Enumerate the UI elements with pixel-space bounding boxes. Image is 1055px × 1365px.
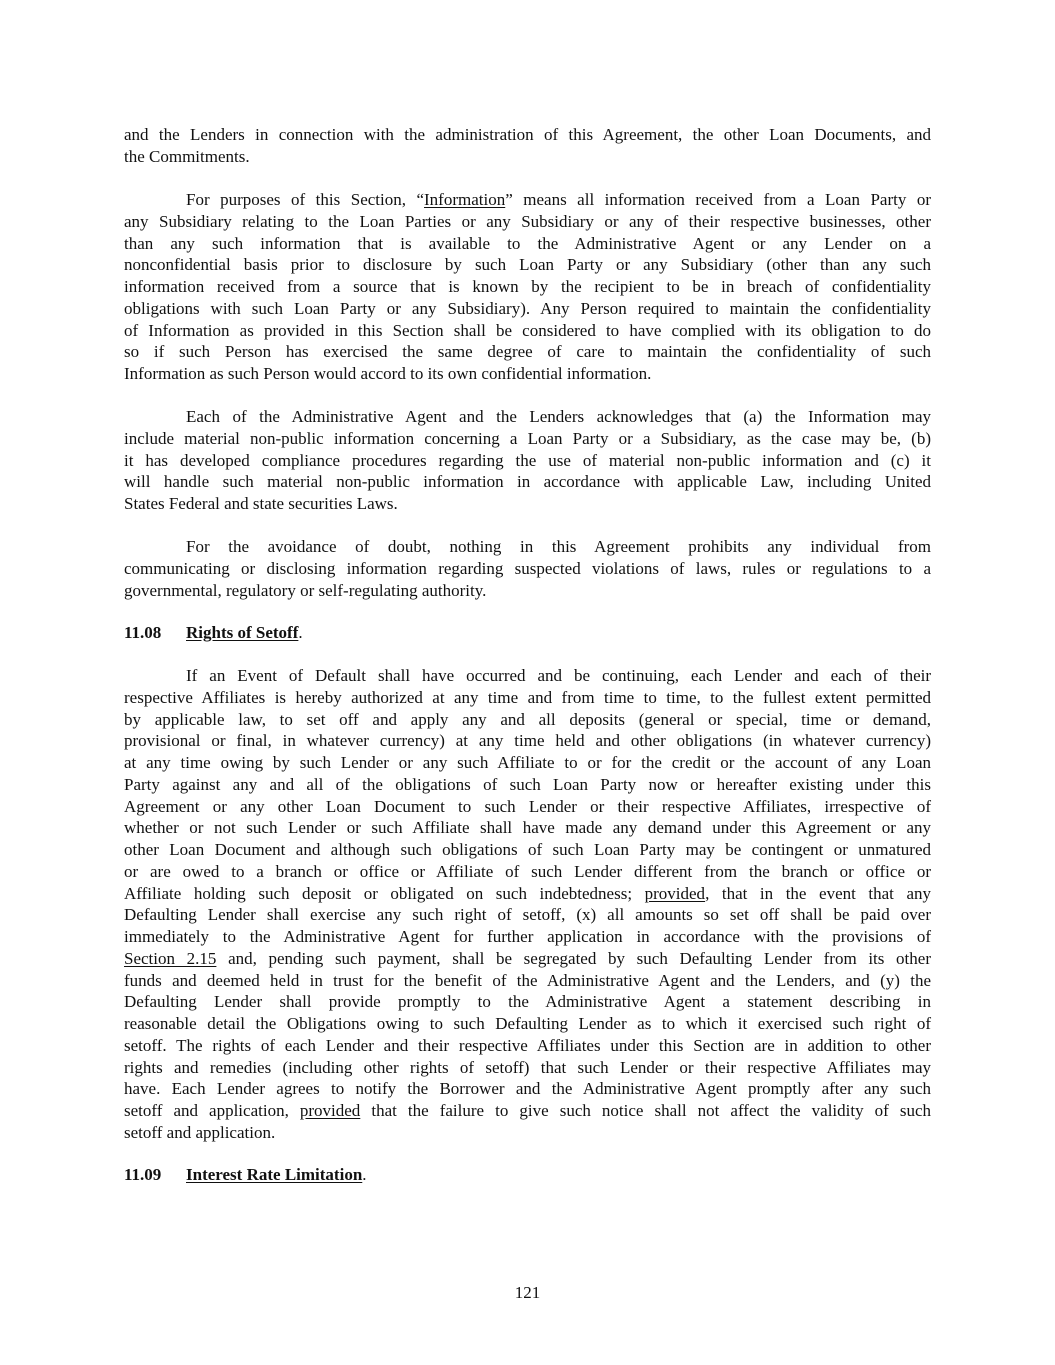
paragraph-acknowledgement (124, 406, 931, 515)
text-line: any Subsidiary relating to the Loan Parties or any Subsidiary or any of their respective businesses, other (124, 211, 931, 231)
paragraph-information-definition (124, 189, 931, 385)
text-line: by applicable law, to set off and apply any and all deposits (general or special, time or demand, (124, 709, 931, 729)
text-run: and, pending such payment, shall be segregated by such Defaulting Lender from its other (216, 948, 931, 968)
text-line: provisional or final, in whatever currency) at any time held and other obligations (in whatever currency) (124, 731, 931, 751)
section-number: 11.08 (124, 623, 162, 642)
text-run: ” means all information received from a Loan Party or (505, 190, 931, 209)
text-run: that the failure to give such notice shall not affect the validity of such (360, 1101, 931, 1120)
section-heading-11-09 (124, 1164, 931, 1186)
text-run: Affiliate holding such deposit or obligated on such indebtedness; (124, 883, 645, 903)
paragraph-continuation (124, 124, 931, 168)
text-line: will handle such material non-public information in accordance with applicable Law, including United (124, 472, 931, 492)
text-line: funds and deemed held in trust for the benefit of the Administrative Agent and the Lenders, and (y) the (124, 970, 931, 990)
text-line: have. Each Lender agrees to notify the Borrower and the Administrative Agent promptly after any such (124, 1079, 931, 1099)
text-line: rights and remedies (including other rights of setoff) that such Lender or their respective Affiliates may (124, 1057, 931, 1077)
text-line: or are owed to a branch or office or Affiliate of such Lender different from the branch or office or (124, 861, 931, 881)
section-reference: Section 2.15 (124, 948, 217, 968)
section-heading-11-08 (124, 622, 931, 644)
text-line: of Information as provided in this Section shall be considered to have complied with its obligation to do (124, 320, 931, 340)
page-number: 121 (514, 1283, 541, 1302)
text-line: it has developed compliance procedures regarding the use of material non-public information and (c) it (124, 450, 931, 470)
text-line: Agreement or any other Loan Document to such Lender or their respective Affiliates, irrespective of (124, 796, 931, 816)
text-run: setoff and application, (124, 1101, 300, 1120)
text-line: States Federal and state securities Laws. (124, 494, 398, 513)
text-line: Defaulting Lender shall provide promptly to the Administrative Agent a statement describing in (124, 992, 931, 1012)
text-line: so if such Person has exercised the same degree of care to maintain the confidentiality of such (124, 342, 931, 362)
text-line: respective Affiliates is hereby authorized at any time and from time to time, to the fullest extent permitted (124, 687, 931, 707)
text-line: include material non-public information concerning a Loan Party or a Subsidiary, as the case may be, (b) (124, 428, 931, 448)
text-line: nonconfidential basis prior to disclosure by such Loan Party or any Subsidiary (other than any such (124, 255, 931, 275)
section-title-punctuation: . (298, 623, 303, 642)
text-line: the Commitments. (124, 146, 250, 166)
text-line: other Loan Document and although such obligations of such Loan Party may be contingent or unmatured (124, 840, 931, 859)
paragraph-avoidance-of-doubt (124, 536, 931, 601)
text-line (124, 883, 931, 905)
text-line: Information as such Person would accord to its own confidential information. (124, 364, 652, 383)
text-line: Each of the Administrative Agent and the Lenders acknowledges that (a) the Information may (186, 407, 931, 426)
text-line: at any time owing by such Lender or any such Affiliate to or for the credit or the account of any Loan (124, 753, 931, 772)
text-line (124, 1100, 931, 1122)
text-line: and the Lenders in connection with the administration of this Agreement, the other Loan Documents, and (124, 125, 931, 144)
text-line (124, 948, 931, 970)
text-line: information received from a source that is known by the recipient to be in breach of confidentiality (124, 277, 931, 296)
section-title-punctuation: . (362, 1165, 367, 1184)
text-line: obligations with such Loan Party or any Subsidiary). Any Person required to maintain the confidentiality (124, 298, 931, 318)
text-run: For purposes of this Section, “ (186, 190, 425, 209)
text-line: reasonable detail the Obligations owing to such Defaulting Lender as to which it exercised such right of (124, 1014, 931, 1033)
text-line: governmental, regulatory or self-regulating authority. (124, 580, 487, 600)
text-line: whether or not such Lender or such Affiliate shall have made any demand under this Agreement or any (124, 818, 931, 838)
text-line: setoff and application. (124, 1122, 276, 1142)
section-title: Rights of Setoff (186, 623, 299, 642)
section-title: Interest Rate Limitation (186, 1165, 363, 1184)
text-line: setoff. The rights of each Lender and their respective Affiliates under this Section are in addition to other (124, 1035, 931, 1055)
text-line: Defaulting Lender shall exercise any such right of setoff, (x) all amounts so set off shall be paid over (124, 905, 931, 925)
defined-term-provided: provided (644, 883, 706, 903)
text-line: than any such information that is available to the Administrative Agent or any Lender on a (124, 233, 931, 253)
text-line: If an Event of Default shall have occurred and be continuing, each Lender and each of their (186, 666, 931, 685)
text-run: , that in the event that any (705, 883, 931, 903)
defined-term-information: Information (424, 190, 506, 209)
text-line: communicating or disclosing information regarding suspected violations of laws, rules or regulations to a (124, 558, 931, 578)
text-line: immediately to the Administrative Agent for further application in accordance with the provisions of (124, 927, 931, 946)
defined-term-provided: provided (299, 1101, 361, 1120)
text-line: For the avoidance of doubt, nothing in this Agreement prohibits any individual from (186, 537, 931, 556)
section-number: 11.09 (124, 1165, 162, 1184)
text-line: Party against any and all of the obligations of such Loan Party now or hereafter existing under this (124, 774, 931, 794)
paragraph-rights-of-setoff (124, 665, 931, 1144)
text-line (124, 189, 931, 211)
